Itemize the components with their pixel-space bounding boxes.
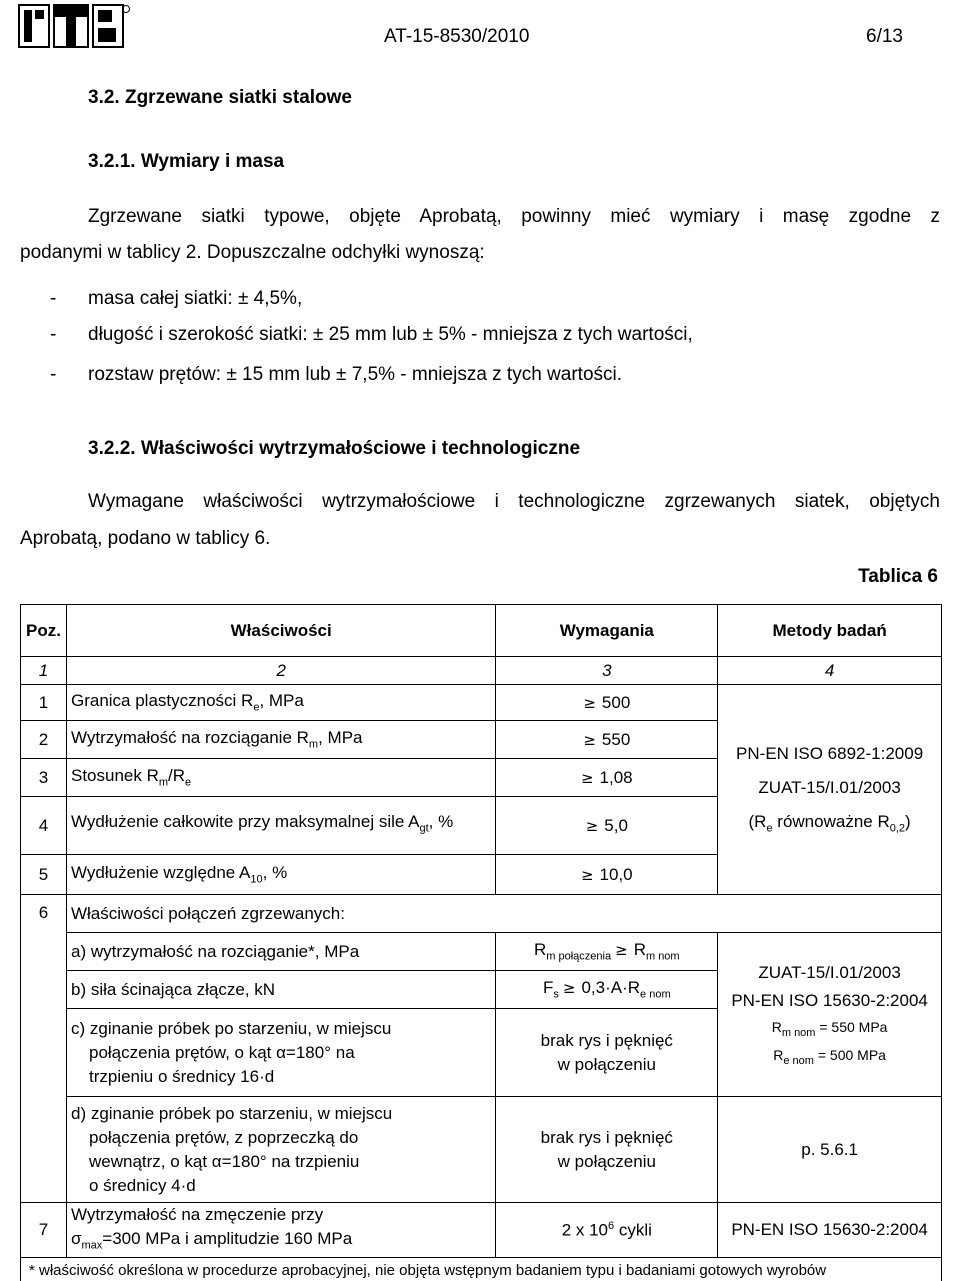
row-poz: 2 (21, 721, 67, 759)
footnote-row (21, 1258, 942, 1281)
table-row (21, 895, 942, 933)
row-property: a) wytrzymałość na rozciąganie*, MPa (66, 933, 495, 971)
paragraph-3-2-1-line2: podanymi w tablicy 2. Dopuszczalne odchyłki wynoszą: (20, 242, 485, 263)
col-num: 4 (718, 657, 942, 685)
methods-rows-1-5: PN-EN ISO 6892-1:2009 ZUAT-15/I.01/2003 ($R_e$ równoważne $R_{0,2}$) (718, 685, 942, 895)
row-requirement: ≥ 10,0 (496, 855, 718, 895)
table-row (21, 685, 942, 721)
bullet-item: długość i szerokość siatki: ± 25 mm lub ± 5% - mniejsza z tych wartości, (88, 324, 693, 345)
paragraph-3-2-1-line1: Zgrzewane siatki typowe, objęte Aprobatą, powinny mieć wymiary i masę zgodne z (88, 206, 940, 227)
row-property: b) siła ścinająca złącze, kN (66, 971, 495, 1009)
row-requirement: $R_{m połączenia} \ge R_{m nom}$ (496, 933, 718, 971)
bullet-dash: - (50, 364, 57, 385)
bullet-item: rozstaw prętów: ± 15 mm lub ± 7,5% - mniejsza z tych wartości. (88, 364, 623, 385)
table-row (21, 1097, 942, 1203)
bullet-dash: - (50, 288, 57, 309)
row-property: d) zginanie próbek po starzeniu, w miejscu połączenia prętów, z poprzeczką do wewnątrz, o kąt α=180° na trzpieniu o średnicy 4·d (66, 1097, 495, 1203)
row-poz: 3 (21, 759, 67, 797)
header-properties: Właściwości (66, 605, 495, 657)
table-header-row (21, 605, 942, 657)
row-poz: 4 (21, 797, 67, 855)
section-3-2-2-title: 3.2.2. Właściwości wytrzymałościowe i technologiczne (88, 438, 581, 459)
col-num: 3 (496, 657, 718, 685)
row-property: Wytrzymałość na rozciąganie $R_m$, MPa (66, 721, 495, 759)
header-poz: Poz. (21, 605, 67, 657)
row-property: Stosunek $R_m/R_e$ (66, 759, 495, 797)
itb-logo (18, 4, 130, 48)
row-poz: 5 (21, 855, 67, 895)
table-row (21, 933, 942, 971)
row-poz: 6 (21, 895, 67, 1203)
document-id: AT-15-8530/2010 (384, 26, 530, 47)
col-num: 1 (21, 657, 67, 685)
row-poz: 1 (21, 685, 67, 721)
row-property: Wydłużenie względne $A_{10}$, % (66, 855, 495, 895)
section-3-2-1-title: 3.2.1. Wymiary i masa (88, 151, 285, 172)
table-caption: Tablica 6 (858, 566, 938, 587)
col-num: 2 (66, 657, 495, 685)
column-number-row (21, 657, 942, 685)
row-property: Granica plastyczności $R_e$, MPa (66, 685, 495, 721)
methods-rows-6abc: ZUAT-15/I.01/2003 PN-EN ISO 15630-2:2004 $R_{m nom} = 550$ MPa $R_{e nom} = 500$ MPa (718, 933, 942, 1097)
row-requirement: ≥ 500 (496, 685, 718, 721)
row-requirement: $F_s \ge 0,3\cdot A\cdot R_{e nom}$ (496, 971, 718, 1009)
row-requirement: ≥ 5,0 (496, 797, 718, 855)
header-requirements: Wymagania (496, 605, 718, 657)
row-requirement: ≥ 1,08 (496, 759, 718, 797)
row-requirement: brak rys i pęknięć w połączeniu (496, 1009, 718, 1097)
row-property: c) zginanie próbek po starzeniu, w miejscu połączenia prętów, o kąt α=180° na trzpieniu o średnicy 16·d (66, 1009, 495, 1097)
bullet-dash: - (50, 324, 57, 345)
row-poz: 7 (21, 1203, 67, 1258)
table-row (21, 1203, 942, 1258)
paragraph-3-2-2-line2: Aprobatą, podano w tablicy 6. (20, 528, 271, 549)
table-6 (20, 604, 942, 1281)
row-method: p. 5.6.1 (718, 1097, 942, 1203)
page-number: 6/13 (866, 26, 903, 47)
table-footnote: * właściwość określona w procedurze aprobacyjnej, nie objęta wstępnym badaniem typu i badaniami gotowych wyrobów (21, 1258, 942, 1281)
header-methods: Metody badań (718, 605, 942, 657)
paragraph-3-2-2-line1: Wymagane właściwości wytrzymałościowe i technologiczne zgrzewanych siatek, objętych (88, 491, 940, 512)
row-requirement: ≥ 550 (496, 721, 718, 759)
row-requirement: brak rys i pęknięć w połączeniu (496, 1097, 718, 1203)
row-requirement: 2 x $10^6$ cykli (496, 1203, 718, 1258)
row-property: Właściwości połączeń zgrzewanych: (66, 895, 495, 933)
bullet-item: masa całej siatki: ± 4,5%, (88, 288, 303, 309)
section-3-2-title: 3.2. Zgrzewane siatki stalowe (88, 87, 352, 108)
row-property: Wydłużenie całkowite przy maksymalnej sile $A_{gt}$, % (66, 797, 495, 855)
row-method: PN-EN ISO 15630-2:2004 (718, 1203, 942, 1258)
row-property: Wytrzymałość na zmęczenie przy $\sigma_{max}=300$ MPa i amplitudzie 160 MPa (66, 1203, 495, 1258)
